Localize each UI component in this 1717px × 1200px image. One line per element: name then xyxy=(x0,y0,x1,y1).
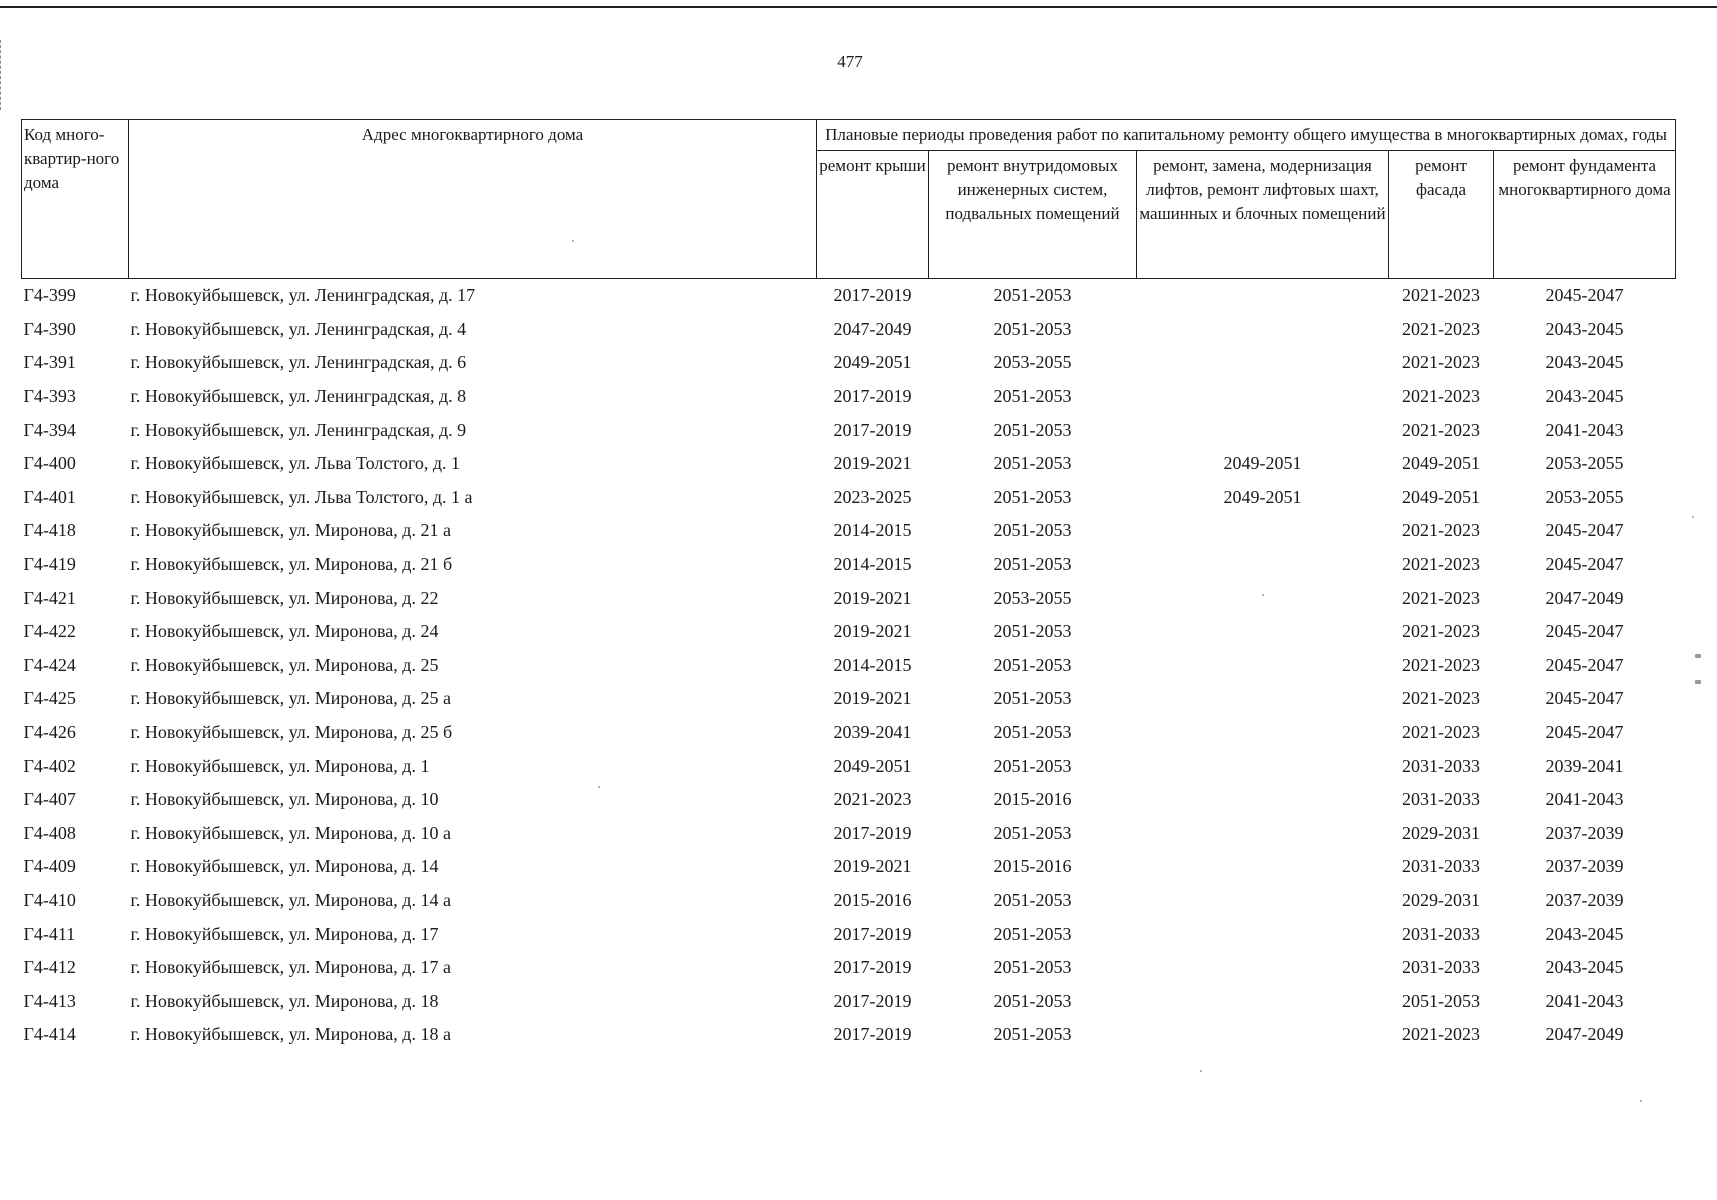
cell-code: Г4-390 xyxy=(23,318,76,339)
cell-foundation: 2045-2047 xyxy=(1545,520,1624,541)
cell-address: г. Новокуйбышевск, ул. Миронова, д. 10 а xyxy=(130,822,451,843)
cell-foundation: 2037-2039 xyxy=(1545,889,1624,910)
cell-roof: 2014-2015 xyxy=(833,554,912,575)
cell-roof: 2017-2019 xyxy=(833,386,912,407)
scan-speck xyxy=(1692,516,1694,518)
cell-code: Г4-391 xyxy=(23,352,76,373)
cell-lifts xyxy=(1137,548,1389,582)
cell-systems: 2051-2053 xyxy=(993,554,1072,575)
table-body xyxy=(22,279,1676,1052)
table-row xyxy=(22,581,1676,615)
cell-address: г. Новокуйбышевск, ул. Миронова, д. 21 а xyxy=(130,520,451,541)
cell-facade: 2021-2023 xyxy=(1402,520,1480,541)
cell-address: г. Новокуйбышевск, ул. Миронова, д. 17 xyxy=(130,923,439,944)
cell-foundation: 2047-2049 xyxy=(1545,587,1624,608)
cell-code: Г4-426 xyxy=(23,722,76,743)
table-row xyxy=(22,380,1676,414)
cell-lifts: 2049-2051 xyxy=(1223,453,1302,474)
cell-roof: 2017-2019 xyxy=(833,822,912,843)
cell-code: Г4-421 xyxy=(23,587,76,608)
table-row xyxy=(22,548,1676,582)
cell-lifts: 2049-2051 xyxy=(1223,486,1302,507)
cell-foundation: 2043-2045 xyxy=(1545,318,1624,339)
cell-address: г. Новокуйбышевск, ул. Льва Толстого, д. 1 а xyxy=(130,486,473,507)
cell-code: Г4-394 xyxy=(23,419,76,440)
scan-speck xyxy=(598,786,600,788)
cell-foundation: 2045-2047 xyxy=(1545,621,1624,642)
cell-address: г. Новокуйбышевск, ул. Миронова, д. 25 б xyxy=(130,722,453,743)
cell-code: Г4-412 xyxy=(23,957,76,978)
cell-lifts xyxy=(1137,682,1389,716)
cell-code: Г4-408 xyxy=(23,822,76,843)
cell-lifts xyxy=(1137,850,1389,884)
cell-systems: 2015-2016 xyxy=(993,789,1072,810)
cell-lifts xyxy=(1137,783,1389,817)
cell-facade: 2021-2023 xyxy=(1402,654,1480,675)
table-row xyxy=(22,716,1676,750)
cell-facade: 2021-2023 xyxy=(1402,587,1480,608)
cell-code: Г4-401 xyxy=(23,486,76,507)
cell-code: Г4-400 xyxy=(23,453,76,474)
scan-speck xyxy=(1695,680,1701,684)
scan-speck xyxy=(1262,594,1264,596)
cell-roof: 2017-2019 xyxy=(833,1024,912,1045)
cell-facade: 2049-2051 xyxy=(1402,453,1480,474)
table-row xyxy=(22,749,1676,783)
table-header xyxy=(22,120,1676,279)
cell-facade: 2031-2033 xyxy=(1402,957,1480,978)
table-row xyxy=(22,413,1676,447)
cell-foundation: 2045-2047 xyxy=(1545,688,1624,709)
header-periods: Плановые периоды проведения работ по капитальному ремонту общего имущества в многоквартирных домах, годы xyxy=(817,120,1676,151)
header-address: Адрес многоквартирного дома xyxy=(129,120,817,279)
cell-roof: 2019-2021 xyxy=(833,688,912,709)
cell-facade: 2021-2023 xyxy=(1402,386,1480,407)
cell-roof: 2017-2019 xyxy=(833,990,912,1011)
cell-address: г. Новокуйбышевск, ул. Льва Толстого, д. 1 xyxy=(130,453,461,474)
cell-lifts xyxy=(1137,1018,1389,1052)
cell-facade: 2021-2023 xyxy=(1402,554,1480,575)
cell-systems: 2051-2053 xyxy=(993,486,1072,507)
cell-code: Г4-418 xyxy=(23,520,76,541)
cell-foundation: 2041-2043 xyxy=(1545,789,1624,810)
cell-foundation: 2043-2045 xyxy=(1545,923,1624,944)
cell-roof: 2017-2019 xyxy=(833,285,912,306)
table-row xyxy=(22,279,1676,313)
cell-address: г. Новокуйбышевск, ул. Миронова, д. 22 xyxy=(130,587,439,608)
cell-code: Г4-425 xyxy=(23,688,76,709)
cell-lifts xyxy=(1137,346,1389,380)
cell-roof: 2039-2041 xyxy=(833,722,912,743)
cell-foundation: 2039-2041 xyxy=(1545,755,1624,776)
cell-foundation: 2043-2045 xyxy=(1545,386,1624,407)
cell-systems: 2051-2053 xyxy=(993,419,1072,440)
cell-lifts xyxy=(1137,951,1389,985)
scan-speck xyxy=(1695,654,1701,658)
header-lifts: ремонт, замена, модернизация лифтов, ремонт лифтовых шахт, машинных и блочных помещений xyxy=(1137,151,1389,279)
cell-facade: 2021-2023 xyxy=(1402,419,1480,440)
header-roof: ремонт крыши xyxy=(817,151,929,279)
cell-lifts xyxy=(1137,984,1389,1018)
page-number: 477 xyxy=(837,52,863,71)
cell-facade: 2029-2031 xyxy=(1402,889,1480,910)
cell-systems: 2051-2053 xyxy=(993,822,1072,843)
cell-facade: 2021-2023 xyxy=(1402,722,1480,743)
cell-roof: 2021-2023 xyxy=(833,789,912,810)
cell-code: Г4-413 xyxy=(23,990,76,1011)
cell-systems: 2051-2053 xyxy=(993,889,1072,910)
cell-roof: 2023-2025 xyxy=(833,486,912,507)
cell-code: Г4-411 xyxy=(23,923,76,944)
cell-systems: 2051-2053 xyxy=(993,990,1072,1011)
cell-address: г. Новокуйбышевск, ул. Миронова, д. 24 xyxy=(130,621,439,642)
cell-facade: 2031-2033 xyxy=(1402,755,1480,776)
cell-code: Г4-393 xyxy=(23,386,76,407)
cell-lifts xyxy=(1137,716,1389,750)
cell-roof: 2017-2019 xyxy=(833,957,912,978)
cell-systems: 2051-2053 xyxy=(993,654,1072,675)
cell-facade: 2021-2023 xyxy=(1402,621,1480,642)
table-row xyxy=(22,850,1676,884)
cell-address: г. Новокуйбышевск, ул. Ленинградская, д. 4 xyxy=(130,318,467,339)
cell-code: Г4-407 xyxy=(23,789,76,810)
cell-lifts xyxy=(1137,649,1389,683)
cell-facade: 2049-2051 xyxy=(1402,486,1480,507)
table-row xyxy=(22,783,1676,817)
cell-systems: 2051-2053 xyxy=(993,923,1072,944)
scan-edge xyxy=(0,40,4,110)
cell-roof: 2019-2021 xyxy=(833,621,912,642)
cell-foundation: 2037-2039 xyxy=(1545,822,1624,843)
cell-foundation: 2041-2043 xyxy=(1545,990,1624,1011)
table-row xyxy=(22,951,1676,985)
cell-foundation: 2045-2047 xyxy=(1545,285,1624,306)
cell-lifts xyxy=(1137,413,1389,447)
cell-lifts xyxy=(1137,279,1389,313)
cell-lifts xyxy=(1137,313,1389,347)
cell-facade: 2031-2033 xyxy=(1402,856,1480,877)
cell-systems: 2053-2055 xyxy=(993,352,1072,373)
table-row xyxy=(22,447,1676,481)
cell-roof: 2015-2016 xyxy=(833,889,912,910)
cell-code: Г4-419 xyxy=(23,554,76,575)
cell-foundation: 2053-2055 xyxy=(1545,486,1624,507)
cell-foundation: 2053-2055 xyxy=(1545,453,1624,474)
header-foundation: ремонт фундамента многоквартирного дома xyxy=(1494,151,1676,279)
cell-code: Г4-414 xyxy=(23,1024,76,1045)
table-row xyxy=(22,649,1676,683)
cell-address: г. Новокуйбышевск, ул. Миронова, д. 18 а xyxy=(130,1024,451,1045)
table-row xyxy=(22,884,1676,918)
cell-facade: 2021-2023 xyxy=(1402,285,1480,306)
cell-roof: 2017-2019 xyxy=(833,923,912,944)
scan-speck xyxy=(1640,1100,1642,1102)
cell-systems: 2053-2055 xyxy=(993,587,1072,608)
cell-roof: 2019-2021 xyxy=(833,453,912,474)
cell-address: г. Новокуйбышевск, ул. Ленинградская, д. 9 xyxy=(130,419,467,440)
cell-roof: 2014-2015 xyxy=(833,654,912,675)
table-row xyxy=(22,682,1676,716)
cell-lifts xyxy=(1137,581,1389,615)
scan-speck xyxy=(572,240,574,242)
cell-systems: 2015-2016 xyxy=(993,856,1072,877)
cell-address: г. Новокуйбышевск, ул. Миронова, д. 25 xyxy=(130,654,439,675)
cell-facade: 2021-2023 xyxy=(1402,318,1480,339)
cell-systems: 2051-2053 xyxy=(993,755,1072,776)
cell-lifts xyxy=(1137,817,1389,851)
cell-systems: 2051-2053 xyxy=(993,453,1072,474)
cell-systems: 2051-2053 xyxy=(993,1024,1072,1045)
cell-roof: 2019-2021 xyxy=(833,856,912,877)
cell-foundation: 2045-2047 xyxy=(1545,722,1624,743)
cell-facade: 2031-2033 xyxy=(1402,923,1480,944)
cell-systems: 2051-2053 xyxy=(993,621,1072,642)
cell-facade: 2021-2023 xyxy=(1402,1024,1480,1045)
cell-facade: 2051-2053 xyxy=(1402,990,1480,1011)
top-rule xyxy=(0,6,1717,8)
cell-roof: 2049-2051 xyxy=(833,352,912,373)
cell-facade: 2029-2031 xyxy=(1402,822,1480,843)
cell-lifts xyxy=(1137,884,1389,918)
cell-address: г. Новокуйбышевск, ул. Миронова, д. 21 б xyxy=(130,554,453,575)
cell-systems: 2051-2053 xyxy=(993,688,1072,709)
cell-foundation: 2037-2039 xyxy=(1545,856,1624,877)
cell-systems: 2051-2053 xyxy=(993,722,1072,743)
repair-schedule-table xyxy=(21,119,1676,1052)
cell-code: Г4-402 xyxy=(23,755,76,776)
cell-address: г. Новокуйбышевск, ул. Ленинградская, д. 6 xyxy=(130,352,467,373)
cell-roof: 2049-2051 xyxy=(833,755,912,776)
header-facade: ремонт фасада xyxy=(1389,151,1494,279)
table-row xyxy=(22,514,1676,548)
cell-lifts xyxy=(1137,917,1389,951)
cell-facade: 2021-2023 xyxy=(1402,352,1480,373)
cell-lifts xyxy=(1137,514,1389,548)
cell-code: Г4-424 xyxy=(23,654,76,675)
cell-foundation: 2041-2043 xyxy=(1545,419,1624,440)
table-row xyxy=(22,817,1676,851)
cell-address: г. Новокуйбышевск, ул. Миронова, д. 25 а xyxy=(130,688,451,709)
cell-foundation: 2043-2045 xyxy=(1545,352,1624,373)
cell-address: г. Новокуйбышевск, ул. Миронова, д. 17 а xyxy=(130,957,451,978)
cell-roof: 2019-2021 xyxy=(833,587,912,608)
cell-facade: 2031-2033 xyxy=(1402,789,1480,810)
cell-address: г. Новокуйбышевск, ул. Миронова, д. 18 xyxy=(130,990,439,1011)
table-row xyxy=(22,481,1676,515)
table-row xyxy=(22,917,1676,951)
cell-roof: 2047-2049 xyxy=(833,318,912,339)
cell-code: Г4-422 xyxy=(23,621,76,642)
cell-lifts xyxy=(1137,749,1389,783)
cell-address: г. Новокуйбышевск, ул. Миронова, д. 1 xyxy=(130,755,430,776)
table-row xyxy=(22,615,1676,649)
cell-address: г. Новокуйбышевск, ул. Ленинградская, д. 17 xyxy=(130,285,476,306)
table-row xyxy=(22,1018,1676,1052)
table-row xyxy=(22,313,1676,347)
cell-systems: 2051-2053 xyxy=(993,285,1072,306)
cell-foundation: 2045-2047 xyxy=(1545,554,1624,575)
cell-lifts xyxy=(1137,615,1389,649)
cell-systems: 2051-2053 xyxy=(993,520,1072,541)
cell-facade: 2021-2023 xyxy=(1402,688,1480,709)
cell-foundation: 2045-2047 xyxy=(1545,654,1624,675)
cell-code: Г4-409 xyxy=(23,856,76,877)
cell-roof: 2017-2019 xyxy=(833,419,912,440)
cell-roof: 2014-2015 xyxy=(833,520,912,541)
cell-address: г. Новокуйбышевск, ул. Миронова, д. 14 xyxy=(130,856,439,877)
cell-code: Г4-410 xyxy=(23,889,76,910)
cell-address: г. Новокуйбышевск, ул. Ленинградская, д. 8 xyxy=(130,386,467,407)
cell-systems: 2051-2053 xyxy=(993,386,1072,407)
cell-foundation: 2043-2045 xyxy=(1545,957,1624,978)
cell-systems: 2051-2053 xyxy=(993,318,1072,339)
cell-address: г. Новокуйбышевск, ул. Миронова, д. 10 xyxy=(130,789,439,810)
scan-speck xyxy=(1200,1070,1202,1072)
header-systems: ремонт внутридомовых инженерных систем, подвальных помещений xyxy=(929,151,1137,279)
cell-address: г. Новокуйбышевск, ул. Миронова, д. 14 а xyxy=(130,889,451,910)
table-row xyxy=(22,346,1676,380)
header-code: Код много-квартир-ного дома xyxy=(22,120,129,279)
cell-systems: 2051-2053 xyxy=(993,957,1072,978)
cell-lifts xyxy=(1137,380,1389,414)
cell-foundation: 2047-2049 xyxy=(1545,1024,1624,1045)
cell-code: Г4-399 xyxy=(23,285,76,306)
table-row xyxy=(22,984,1676,1018)
